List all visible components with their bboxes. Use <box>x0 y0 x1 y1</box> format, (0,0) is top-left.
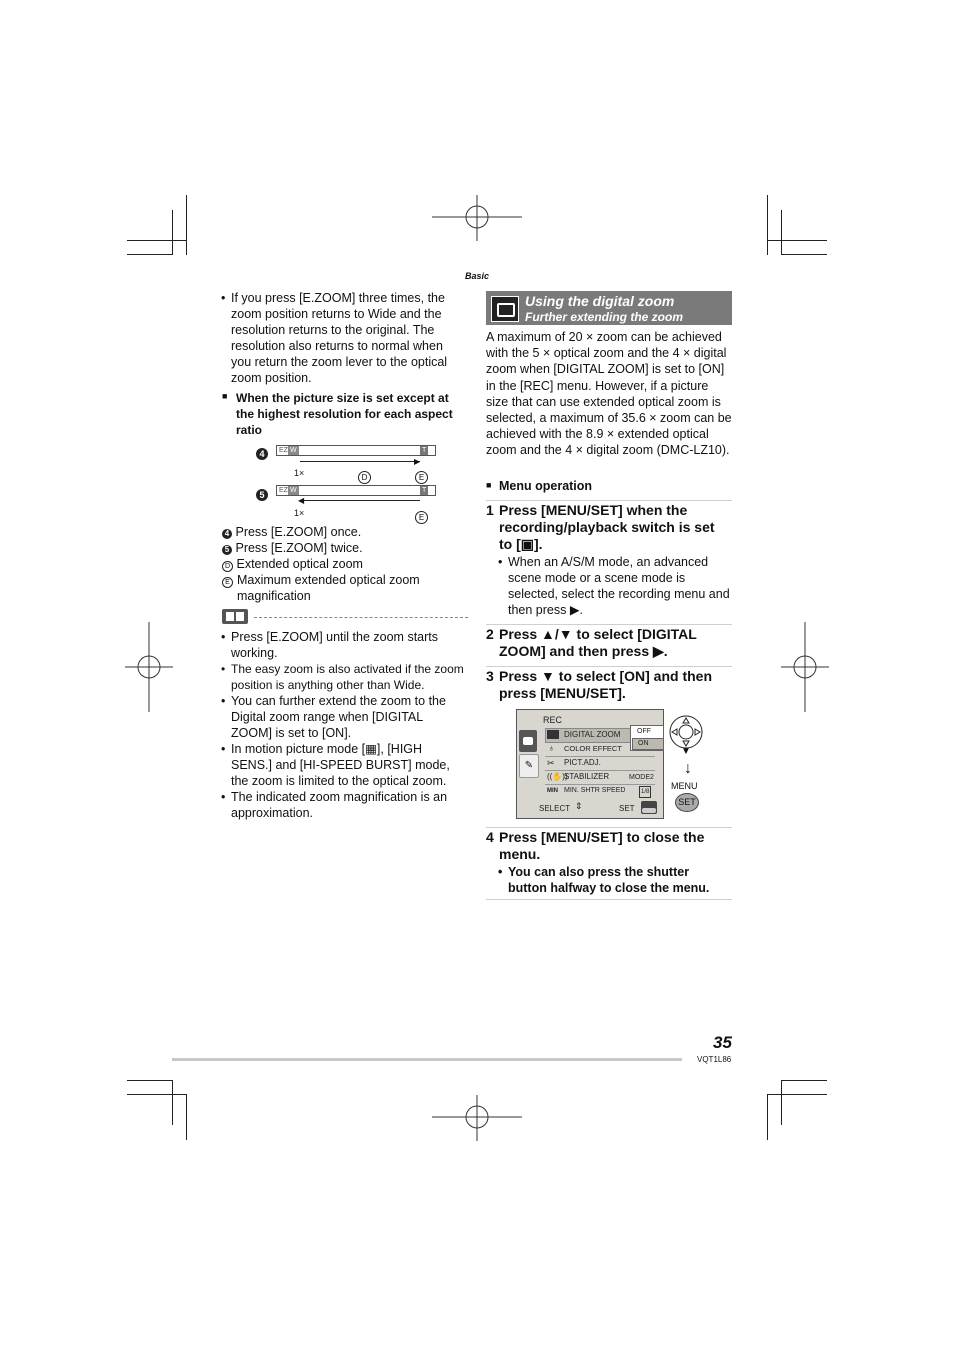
marker-e: E <box>415 467 428 485</box>
step-1-note: • When an A/S/M mode, an advanced scene mode or a scene mode is selected, select the recording menu and then press ▶. <box>498 555 730 617</box>
bullet-item: • If you press [E.ZOOM] three times, the zoom position returns to Wide and the resolution returns to the original. The resolution also returns to normal when you return the zoom lever to the optical zoom position. <box>221 291 448 385</box>
step-2-text: Press ▲/▼ to select [DIGITAL ZOOM] and then press ▶. <box>499 626 697 659</box>
crop-mark <box>767 240 827 241</box>
option-off: OFF <box>637 728 651 735</box>
crop-mark <box>781 210 782 255</box>
divider <box>545 784 655 785</box>
crop-mark <box>767 1094 768 1140</box>
set-hint: SET <box>619 804 635 813</box>
camera-menu-screen <box>516 709 664 819</box>
step-5-marker: 5 <box>256 485 268 503</box>
digital-zoom-icon <box>547 730 559 739</box>
crop-mark <box>767 195 768 255</box>
step-4-marker: 4 <box>256 444 268 462</box>
min-shutter-icon: MIN <box>547 788 558 794</box>
menu-item-color-effect: COLOR EFFECT <box>564 744 622 753</box>
camera-tab-icon <box>519 730 537 752</box>
crop-mark <box>767 1094 827 1095</box>
section-subtitle: Further extending the zoom <box>525 310 684 324</box>
wide-label: W <box>290 447 297 454</box>
shutter-value: 1/8 <box>639 786 651 798</box>
divider <box>486 500 732 501</box>
up-down-icon: ⇕ <box>575 801 583 811</box>
down-arrow-icon: ▼ <box>681 746 691 757</box>
divider <box>545 770 655 771</box>
menu-item-stabilizer: STABILIZER <box>564 772 610 781</box>
legend-item: E <box>222 572 238 588</box>
crop-mark <box>186 195 187 255</box>
zoom-bar <box>276 445 436 456</box>
note-item: • You can further extend the zoom to the Digital zoom range when [DIGITAL ZOOM] is set to [ON]. <box>221 694 446 740</box>
select-hint: SELECT <box>539 804 571 813</box>
divider <box>486 827 732 828</box>
arrow-down-icon: ↓ <box>684 760 692 777</box>
menu-set-icon <box>641 801 657 814</box>
legend-item: 4 Press [E.ZOOM] once. <box>222 524 462 540</box>
square-bullet-icon: ■ <box>222 391 228 401</box>
option-on: ON <box>638 740 649 747</box>
registration-mark <box>781 622 829 712</box>
divider <box>486 666 732 667</box>
crop-mark <box>781 1080 782 1125</box>
crop-mark <box>127 1080 172 1081</box>
note-item: • The easy zoom is also activated if the zoom position is anything other than Wide. <box>221 662 464 692</box>
step-number: 1 <box>486 502 494 518</box>
menu-title: REC <box>543 715 563 725</box>
page-number: 35 <box>713 1033 732 1052</box>
note-icon <box>222 609 248 624</box>
ez-label: EZ <box>277 446 291 455</box>
menu-operation-heading: Menu operation <box>499 479 593 493</box>
registration-mark <box>430 195 524 241</box>
crop-mark <box>127 254 172 255</box>
section-title: Using the digital zoom <box>525 293 675 309</box>
section-header <box>486 291 732 325</box>
step-number: 3 <box>486 668 494 684</box>
menu-item-min-shtr-speed: MIN. SHTR SPEED <box>564 787 626 794</box>
note-item: • In motion picture mode [▦], [HIGH SENS.] and [HI-SPEED BURST] mode, the zoom is limited to the optical zoom. <box>221 742 450 788</box>
crop-mark <box>127 1094 187 1095</box>
set-button-icon: SET <box>675 793 699 812</box>
doc-code: VQT1L86 <box>697 1055 732 1064</box>
divider <box>254 617 468 618</box>
zoom-1x-label: 1× <box>294 468 305 478</box>
zoom-1x-label: 1× <box>294 508 305 518</box>
tele-label: T <box>422 447 427 454</box>
cursor-pad-icon <box>668 714 704 750</box>
footer-rule <box>172 1058 682 1061</box>
zoom-arrow <box>302 500 420 501</box>
step-4-note: • You can also press the shutter button halfway to close the menu. <box>498 865 710 895</box>
crop-mark <box>781 254 827 255</box>
step-1-text: Press [MENU/SET] when the recording/playback switch is set to [▣]. <box>499 502 715 552</box>
arrow-left-icon: ◀ <box>298 496 305 505</box>
arrow-right-icon: ▶ <box>414 457 421 466</box>
step-number: 2 <box>486 626 494 642</box>
registration-mark <box>125 622 173 712</box>
pict-adj-icon: ✂ <box>547 758 555 768</box>
crop-mark <box>172 1080 173 1125</box>
legend-item: D Extended optical zoom <box>222 556 462 572</box>
tele-label: T <box>422 487 427 494</box>
section-label: Basic <box>465 271 490 281</box>
step-3-text: Press ▼ to select [ON] and then press [MENU/SET]. <box>499 668 713 701</box>
marker-d: D <box>358 467 371 485</box>
marker-e: E <box>415 507 428 525</box>
digital-zoom-icon <box>491 296 519 322</box>
note-item: • The indicated zoom magnification is an approximation. <box>221 790 448 820</box>
intro-paragraph: A maximum of 20 × zoom can be achieved with the 5 × optical zoom and the 4 × digital zoom when [DIGITAL ZOOM] is set to [ON] in the [REC] menu. However, if a picture size that can use extended optical zoom is selected, a maximum of 35.6 × zoom can be achieved with the 8.9 × extended optical zoom and the 4 × digital zoom (DMC-LZ10). <box>486 330 732 458</box>
wide-label: W <box>290 487 297 494</box>
crop-mark <box>127 240 187 241</box>
step-4-text: Press [MENU/SET] to close the menu. <box>499 829 705 862</box>
color-effect-icon: ♁ <box>548 743 555 753</box>
divider <box>545 756 655 757</box>
ez-label: EZ <box>277 486 291 495</box>
crop-mark <box>186 1094 187 1140</box>
legend-item: 5 Press [E.ZOOM] twice. <box>222 540 462 556</box>
stabilizer-icon: ((✋)) <box>547 772 568 781</box>
step-number: 4 <box>486 829 494 845</box>
menu-item-pict-adj: PICT.ADJ. <box>564 758 601 767</box>
menu-label: MENU <box>671 781 698 791</box>
legend-item-text: Maximum extended optical zoom magnification <box>237 573 420 603</box>
zoom-bar <box>276 485 436 496</box>
square-bullet-icon: ■ <box>486 480 492 490</box>
divider <box>486 624 732 625</box>
zoom-arrow <box>300 461 420 462</box>
crop-mark <box>172 210 173 255</box>
wrench-tab-icon: ✎ <box>519 754 539 778</box>
divider <box>486 899 732 900</box>
option-popup <box>630 725 664 751</box>
subheading: When the picture size is set except at the highest resolution for each aspect ratio <box>236 391 453 437</box>
note-item: • Press [E.ZOOM] until the zoom starts working. <box>221 630 439 660</box>
menu-item-digital-zoom: DIGITAL ZOOM <box>564 730 621 739</box>
stabilizer-value: MODE2 <box>629 774 654 781</box>
crop-mark <box>781 1080 827 1081</box>
registration-mark <box>430 1095 524 1141</box>
